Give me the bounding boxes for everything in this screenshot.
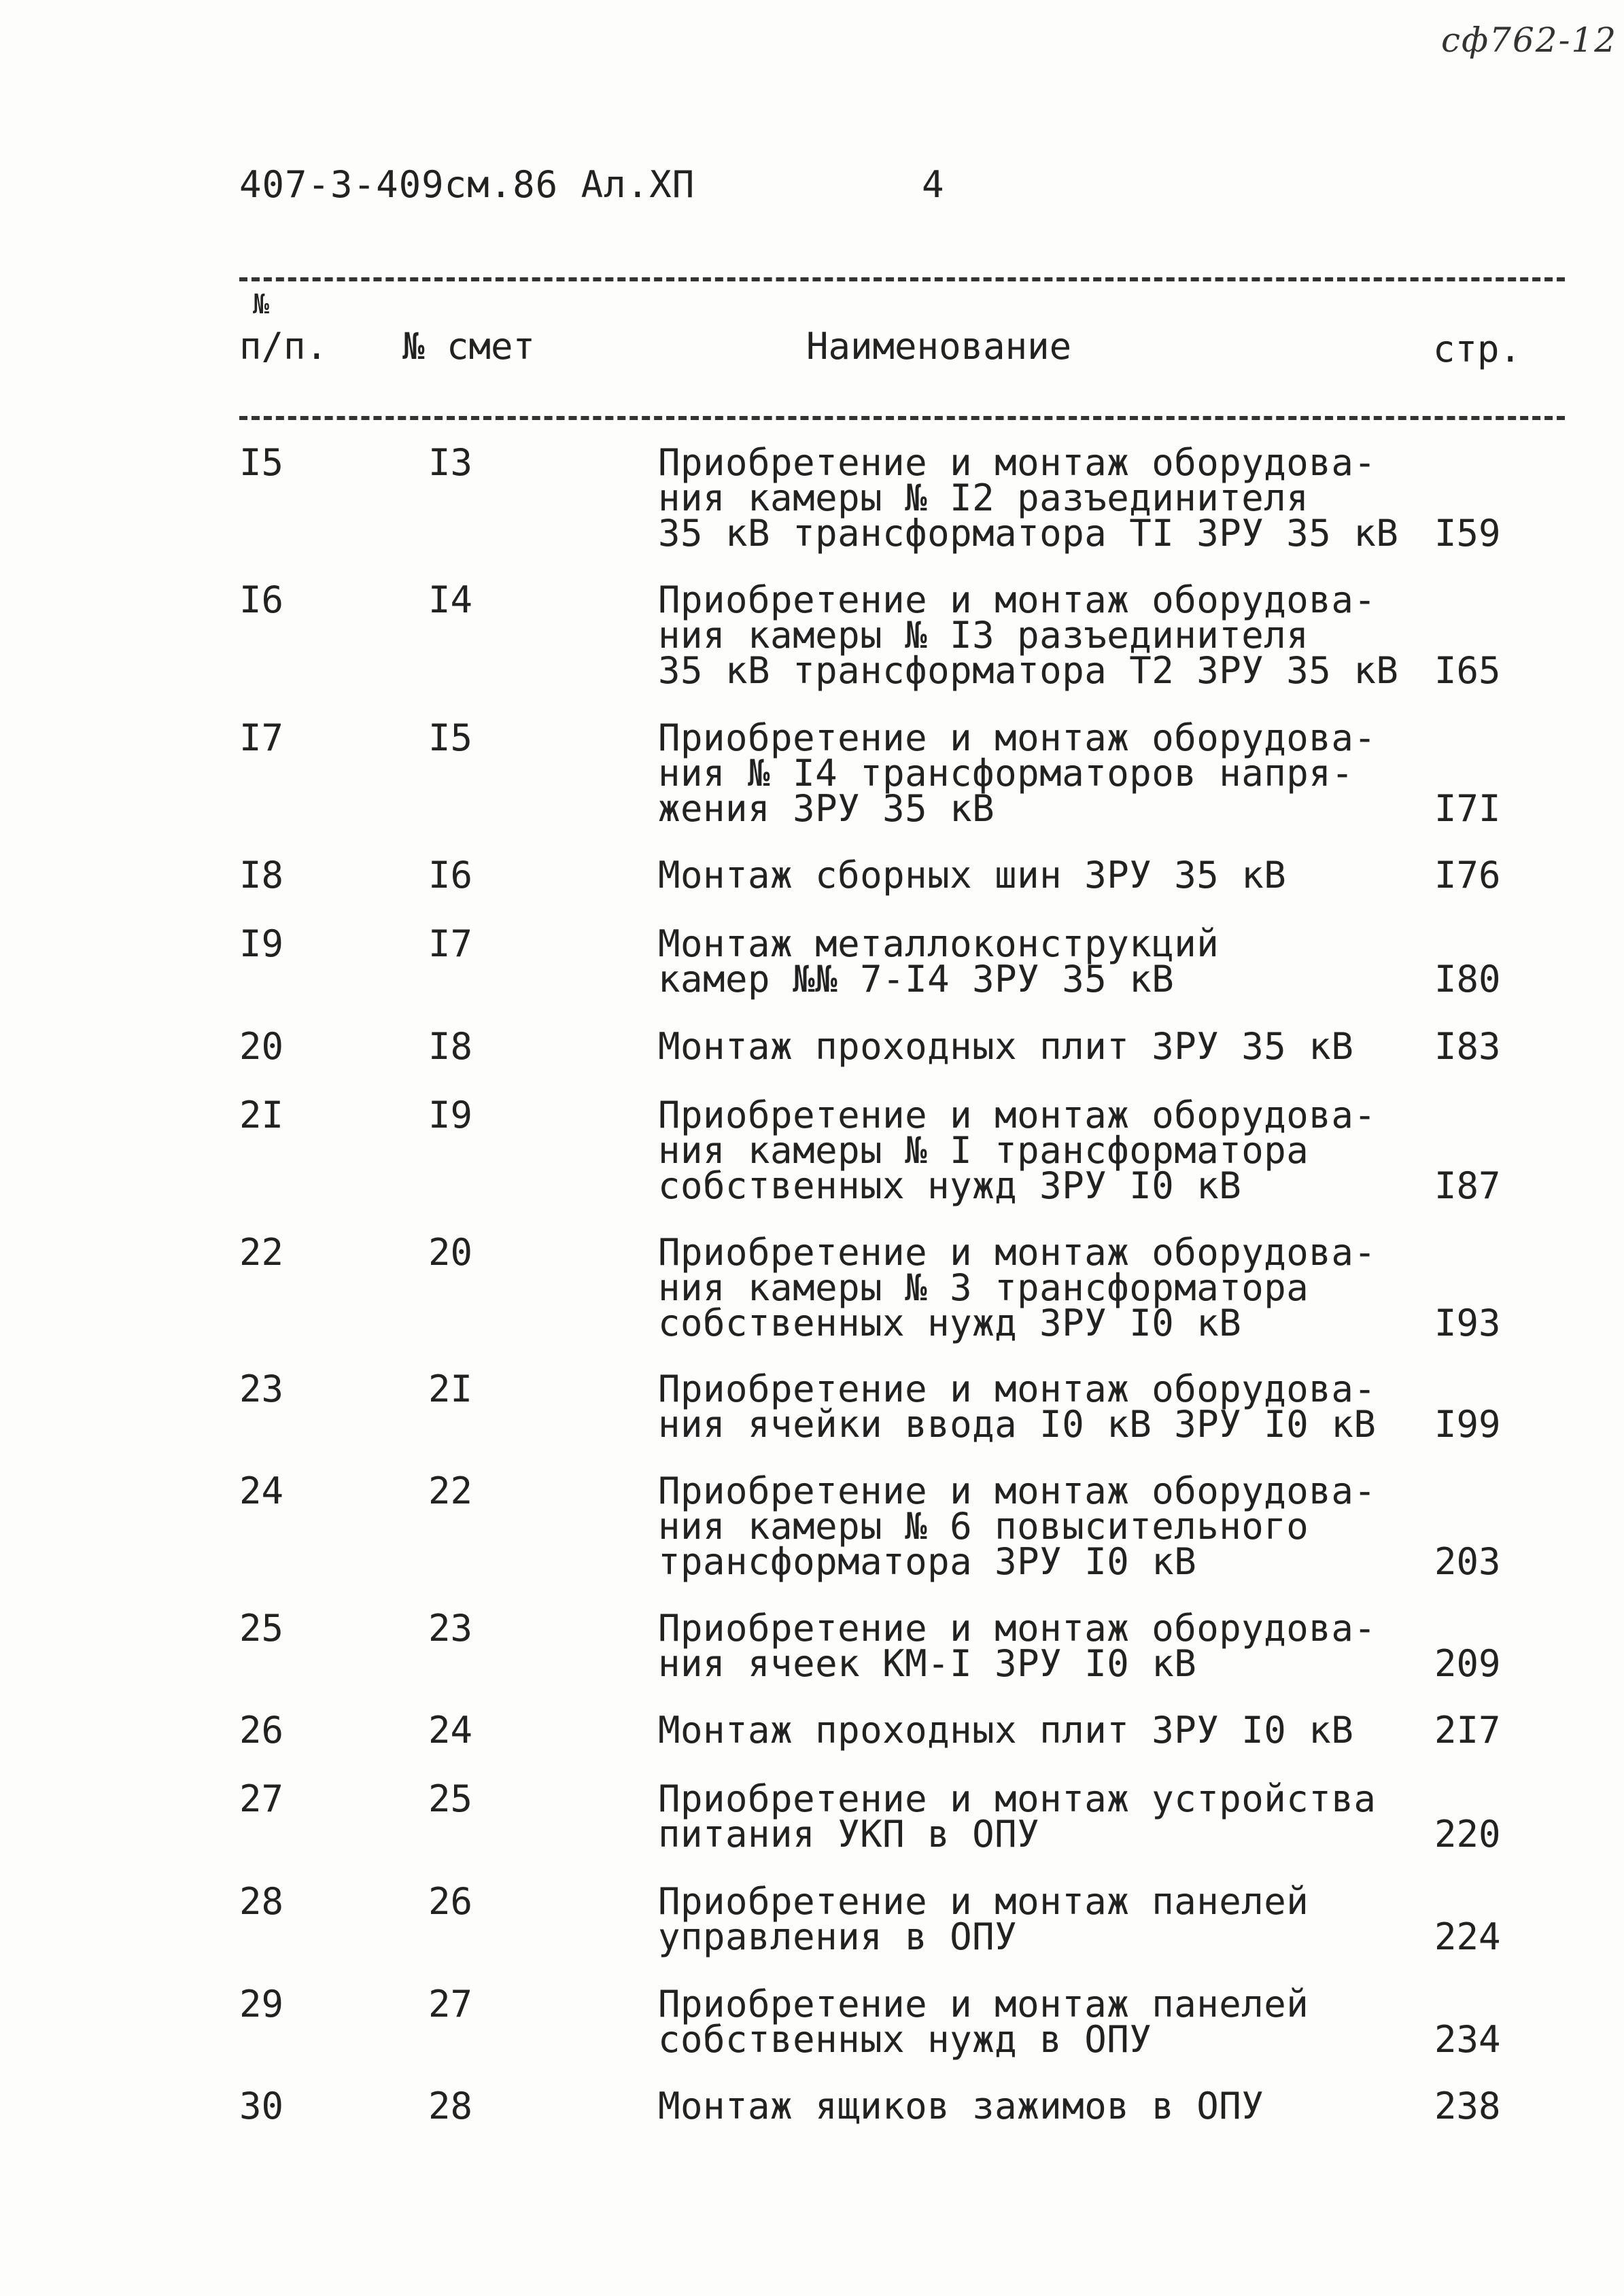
row-item-number: 23	[239, 1368, 284, 1410]
row-estimate-number: I6	[428, 854, 473, 897]
row-page: I87	[1434, 1164, 1501, 1207]
row-page: 220	[1434, 1813, 1501, 1856]
row-name: Приобретение и монтаж оборудова- ния камеры № I трансформатора собственных нужд ЗРУ I0 кВ	[658, 1094, 1377, 1207]
row-item-number: 22	[239, 1231, 284, 1274]
row-item-number: I8	[239, 854, 284, 897]
row-estimate-number: 25	[428, 1777, 473, 1820]
row-estimate-number: 20	[428, 1231, 473, 1274]
page-number: 4	[922, 163, 944, 206]
row-item-number: 26	[239, 1709, 284, 1752]
row-item-number: 25	[239, 1607, 284, 1650]
row-estimate-number: 22	[428, 1469, 473, 1512]
row-name: Приобретение и монтаж панелей управления в ОПУ	[658, 1880, 1309, 1958]
row-name: Приобретение и монтаж оборудова- ния камеры № 3 трансформатора собственных нужд ЗРУ I0 кВ	[658, 1231, 1377, 1344]
column-header-name: Наименование	[806, 325, 1072, 368]
row-estimate-number: I4	[428, 578, 473, 621]
row-item-number: I9	[239, 922, 284, 965]
column-header-item-number: п/п.	[239, 325, 328, 368]
row-page: I93	[1434, 1302, 1501, 1344]
row-page: I7I	[1434, 787, 1501, 830]
row-page: 238	[1434, 2085, 1501, 2127]
row-page: I83	[1434, 1025, 1501, 1068]
row-name: Монтаж ящиков зажимов в ОПУ	[658, 2085, 1264, 2127]
row-page: I65	[1434, 649, 1501, 692]
row-name: Приобретение и монтаж оборудова- ния камеры № I2 разъединителя 35 кВ трансформатора ТI ЗРУ 35 кВ	[658, 441, 1399, 555]
row-name: Приобретение и монтаж оборудова- ния ячейки ввода I0 кВ ЗРУ I0 кВ	[658, 1368, 1377, 1446]
row-name: Приобретение и монтаж панелей собственных нужд в ОПУ	[658, 1983, 1309, 2061]
row-item-number: 27	[239, 1777, 284, 1820]
row-name: Приобретение и монтаж оборудова- ния № I4 трансформаторов напря- жения ЗРУ 35 кВ	[658, 716, 1377, 830]
row-name: Монтаж сборных шин ЗРУ 35 кВ	[658, 854, 1287, 897]
row-estimate-number: 28	[428, 2085, 473, 2127]
row-page: 209	[1434, 1642, 1501, 1685]
row-item-number: 28	[239, 1880, 284, 1923]
row-item-number: I7	[239, 716, 284, 759]
row-page: I99	[1434, 1403, 1501, 1446]
row-estimate-number: 26	[428, 1880, 473, 1923]
row-name: Монтаж проходных плит ЗРУ I0 кВ	[658, 1709, 1354, 1752]
document-code: 407-3-409см.86 Ал.XП	[239, 163, 695, 206]
row-item-number: 30	[239, 2085, 284, 2127]
row-name: Приобретение и монтаж оборудова- ния ячеек КМ-I ЗРУ I0 кВ	[658, 1607, 1377, 1685]
row-estimate-number: 24	[428, 1709, 473, 1752]
row-item-number: I6	[239, 578, 284, 621]
row-item-number: 29	[239, 1983, 284, 2025]
row-estimate-number: I5	[428, 716, 473, 759]
row-page: 224	[1434, 1915, 1501, 1958]
column-header-estimate-number: № смет	[402, 325, 536, 368]
column-header-page: стр.	[1433, 328, 1522, 370]
row-page: I59	[1434, 512, 1501, 555]
row-name: Приобретение и монтаж оборудова- ния камеры № I3 разъединителя 35 кВ трансформатора Т2 ЗРУ 35 кВ	[658, 578, 1399, 692]
row-item-number: I5	[239, 441, 284, 484]
row-item-number: 20	[239, 1025, 284, 1068]
row-estimate-number: 23	[428, 1607, 473, 1650]
row-item-number: 24	[239, 1469, 284, 1512]
row-estimate-number: 27	[428, 1983, 473, 2025]
row-estimate-number: I8	[428, 1025, 473, 1068]
row-name: Монтаж проходных плит ЗРУ 35 кВ	[658, 1025, 1354, 1068]
row-estimate-number: I7	[428, 922, 473, 965]
row-page: I80	[1434, 958, 1501, 1001]
row-name: Приобретение и монтаж оборудова- ния камеры № 6 повысительного трансформатора ЗРУ I0 кВ	[658, 1469, 1377, 1583]
row-page: I76	[1434, 854, 1501, 897]
row-page: 2I7	[1434, 1709, 1501, 1752]
row-estimate-number: I3	[428, 441, 473, 484]
row-item-number: 2I	[239, 1094, 284, 1136]
handwritten-archive-note: сф762-12	[1441, 20, 1618, 60]
row-estimate-number: I9	[428, 1094, 473, 1136]
row-estimate-number: 2I	[428, 1368, 473, 1410]
row-name: Монтаж металлоконструкций камер №№ 7-I4 ЗРУ 35 кВ	[658, 922, 1220, 1001]
row-name: Приобретение и монтаж устройства питания УКП в ОПУ	[658, 1777, 1377, 1856]
column-header-number-sign: №	[253, 289, 270, 320]
row-page: 234	[1434, 2018, 1501, 2061]
row-page: 203	[1434, 1540, 1501, 1583]
